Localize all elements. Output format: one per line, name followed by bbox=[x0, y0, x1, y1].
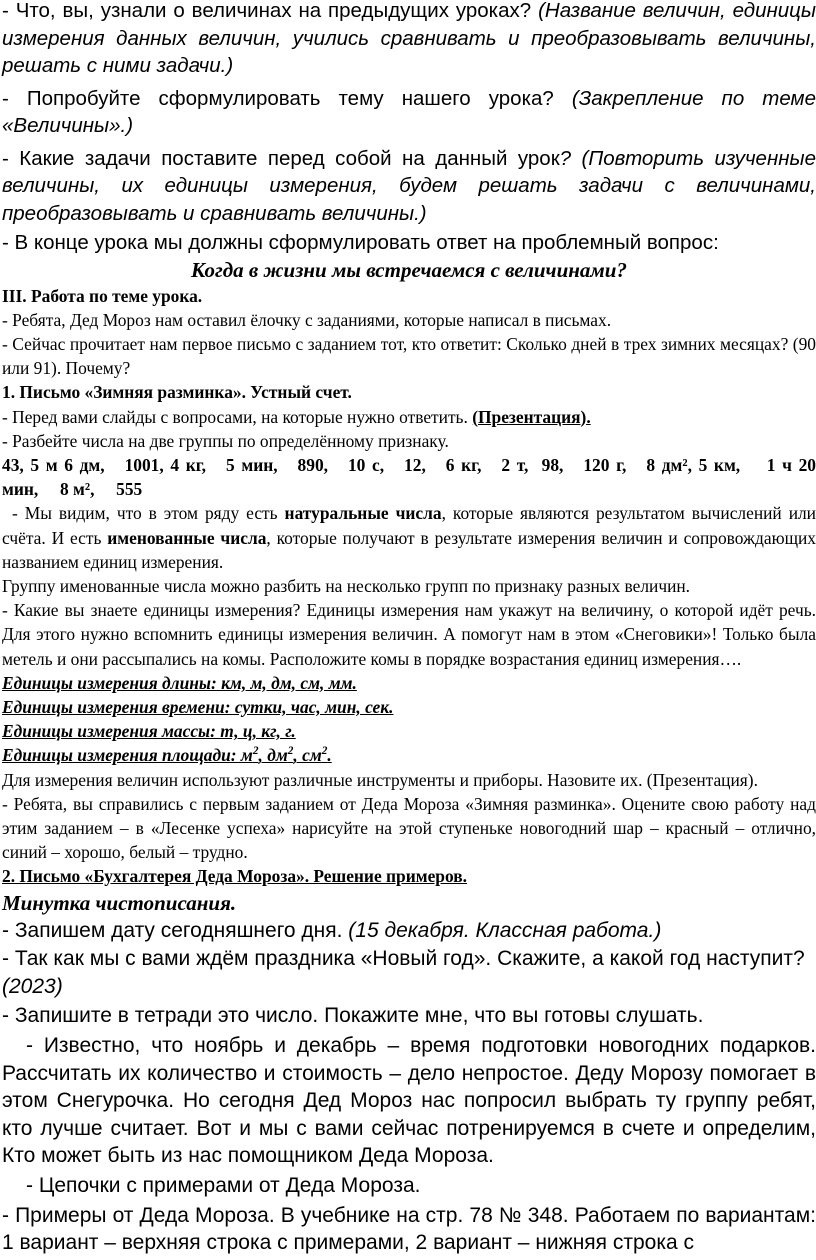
paragraph-date bbox=[0, 917, 816, 945]
text-fragment: , которые являются результатом вычислений или счёта. И есть bbox=[2, 503, 816, 548]
text-fragment: , которые получают в результате измерения величин и сопровождающих названием единиц измерения. bbox=[2, 527, 816, 572]
paragraph-chains: - Цепочки с примерами от Деда Мороза. bbox=[26, 1173, 421, 1197]
section-title: III. Работа по теме урока. bbox=[2, 285, 203, 306]
paragraph-new-year bbox=[0, 945, 816, 1000]
paragraph-split-numbers: - Разбейте числа на две группы по определённому признаку. bbox=[2, 430, 449, 451]
units-length: Единицы измерения длины: км, м, дм, см, мм. bbox=[2, 672, 357, 693]
numbers-row-line-2: мин, 8 м², 555 bbox=[2, 479, 143, 500]
question-text: - Что, вы, узнали о величинах на предыдущих уроках? bbox=[2, 0, 532, 22]
answer-text: (15 декабря. Классная работа.) bbox=[348, 918, 662, 942]
paragraph-slides bbox=[0, 405, 816, 429]
answer-text: (Закрепление по теме «Величины».) bbox=[2, 86, 816, 137]
question-text: - Какие задачи поставите перед собой на данный урок bbox=[2, 146, 560, 170]
paragraph-named-groups: Группу именованные числа можно разбить на несколько групп по признаку разных величин. bbox=[2, 575, 691, 596]
question-text: - Попробуйте сформулировать тему нашего урока? bbox=[2, 86, 554, 110]
slides-text: - Перед вами слайды с вопросами, на которые нужно ответить. bbox=[2, 406, 468, 427]
answer-text: ? (Повторить изученные величины, их единицы измерения, будем решать задачи с величинами, преобразовывать и сравнивать величины.) bbox=[2, 146, 816, 225]
text-fragment: , дм bbox=[258, 745, 288, 766]
paragraph-tree-tasks: - Ребята, Дед Мороз нам оставил ёлочку с заданиями, которые написал в письмах. bbox=[2, 309, 612, 330]
paragraph-success-ladder: - Ребята, вы справились с первым заданием от Деда Мороза «Зимняя разминка». Оцените свою работу над этим заданием – в «Лесенке успеха» нарисуйте на этой ступеньке новогодний шар – красный – отлично, синий – хорошо, белый – трудно. bbox=[2, 793, 816, 863]
problem-question: Когда в жизни мы встречаемся с величинами? bbox=[191, 257, 627, 282]
answer-text: (2023) bbox=[2, 974, 63, 998]
term-named-numbers: именованные числа bbox=[107, 527, 267, 548]
paragraph-first-letter-question: - Сейчас прочитает нам первое письмо с заданием тот, кто ответит: Сколько дней в трех зимних месяцах? (90 или 91). Почему? bbox=[2, 333, 816, 379]
paragraph-textbook-examples: - Примеры от Деда Мороза. В учебнике на стр. 78 № 348. Работаем по вариантам: 1 вариант – верхняя строка с примерами, 2 вариант – нижняя строка с bbox=[2, 1203, 816, 1255]
term-natural-numbers: натуральные числа bbox=[284, 503, 442, 524]
letter-2-title: 2. Письмо «Бухгалтерея Деда Мороза». Решение примеров. bbox=[2, 866, 467, 887]
paragraph-problem-intro: - В конце урока мы должны сформулировать ответ на проблемный вопрос: bbox=[2, 231, 719, 254]
text-fragment: , см bbox=[293, 745, 322, 766]
units-area bbox=[0, 743, 816, 767]
superscript: 2 bbox=[252, 745, 259, 758]
text-fragment: - Запишем дату сегодняшнего дня. bbox=[2, 918, 349, 942]
units-time: Единицы измерения времени: сутки, час, мин, сек. bbox=[2, 696, 394, 717]
paragraph-snowmen: - Какие вы знаете единицы измерения? Единицы измерения нам укажут на величину, о которой идёт речь. Для этого нужно вспомнить единицы измерения величин. А помогут нам в этом «Снеговики»! Только была метель и они рассыпались на комы. Расположите комы в порядке возрастания единиц измерения…. bbox=[2, 600, 816, 669]
paragraph-instruments: Для измерения величин используют различные инструменты и приборы. Назовите их. (Презентация). bbox=[2, 769, 758, 790]
paragraph-notebook: - Запишите в тетради это число. Покажите мне, что вы готовы слушать. bbox=[2, 1004, 704, 1028]
presentation-link[interactable]: (Презентация). bbox=[472, 406, 591, 427]
units-mass: Единицы измерения массы: т, ц, кг, г. bbox=[2, 721, 296, 742]
paragraph-previous-lessons bbox=[0, 0, 816, 80]
text-fragment: - Так как мы с вами ждём праздника «Новый год». Скажите, а какой год наступит? bbox=[2, 947, 805, 971]
numbers-row-line-1: 43, 5 м 6 дм, 1001, 4 кг, 5 мин, 890, 10 с, 12, 6 кг, 2 т, 98, 120 г, 8 дм², 5 км, 1 ч 20 bbox=[2, 454, 816, 475]
letter-1-title: 1. Письмо «Зимняя разминка». Устный счет. bbox=[2, 382, 352, 403]
text-fragment: . bbox=[327, 745, 332, 766]
superscript: 2 bbox=[321, 745, 328, 758]
text-fragment: Единицы измерения площади: м bbox=[2, 745, 253, 766]
paragraph-number-types bbox=[0, 501, 816, 574]
answer-text: (Название величин, единицы измерения данных величин, учились сравнивать и преобразовывать величины, решать с ними задачи.) bbox=[2, 0, 816, 77]
calligraphy-title: Минутка чистописания. bbox=[2, 890, 237, 915]
paragraph-lesson-topic bbox=[0, 85, 816, 140]
paragraph-lesson-goals bbox=[0, 145, 816, 228]
text-fragment: - Мы видим, что в этом ряду есть bbox=[12, 503, 285, 524]
superscript: 2 bbox=[287, 745, 294, 758]
paragraph-gifts: - Известно, что ноябрь и декабрь – время подготовки новогодних подарков. Рассчитать их количество и стоимость – дело непростое. Деду Морозу помогает в этом Снегурочка. Но сегодня Дед Мороз нас попросил выбрать ту группу ребят, кто лучше считает. Вот и мы с вами сейчас потренируемся в счете и определим, Кто может быть из нас помощником Деда Мороза. bbox=[2, 1033, 816, 1168]
